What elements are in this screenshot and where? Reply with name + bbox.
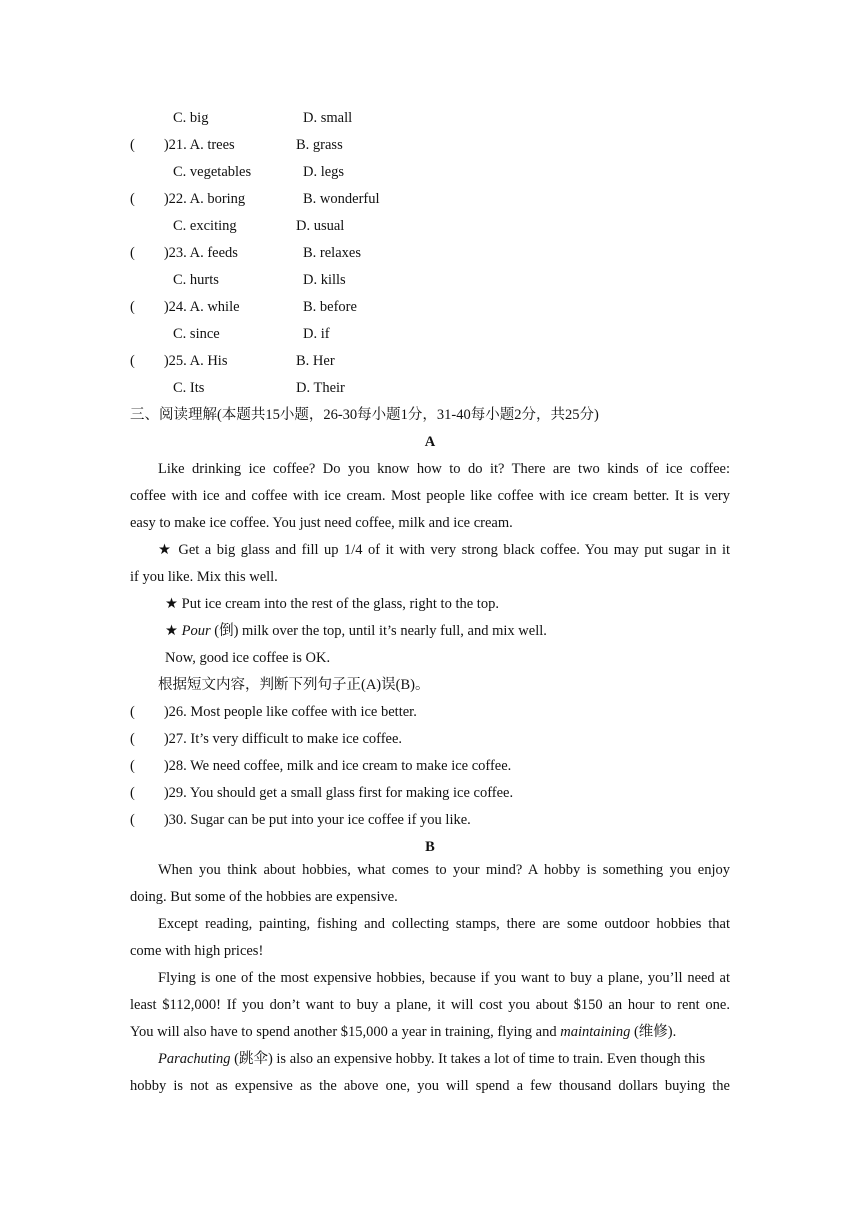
passage-a-label: A xyxy=(424,434,436,450)
p4-line1-text xyxy=(158,1049,705,1069)
q23-option-d: D. kills xyxy=(303,272,346,288)
passage-a-step1-line2: if you like. Mix this well. xyxy=(130,569,278,585)
passage-b-label: B xyxy=(425,839,435,855)
passage-a-p1-line2: coffee with ice and coffee with ice cream. Most people like coffee with ice cream better. It is very xyxy=(130,488,730,504)
passage-b-p2-line1: Except reading, painting, fishing and collecting stamps, there are some outdoor hobbies that xyxy=(158,916,730,932)
q26: ( )26. Most people like coffee with ice better. xyxy=(130,704,417,720)
step3-rest: (倒) milk over the top, until it’s nearly full, and mix well. xyxy=(210,623,547,639)
passage-b-p3-line2: least $112,000! If you don’t want to buy a plane, it will cost you about $150 an hour to rent one. xyxy=(130,997,730,1013)
q25-option-b: B. Her xyxy=(296,353,335,369)
glossed-word-parachuting: Parachuting xyxy=(158,1051,231,1067)
passage-b-p1-line1: When you think about hobbies, what comes to your mind? A hobby is something you enjoy xyxy=(158,862,730,878)
passage-b-p2-line2: come with high prices! xyxy=(130,943,264,959)
p4-line1-rest: (跳伞) is also an expensive hobby. It takes a lot of time to train. Even though this xyxy=(230,1051,706,1067)
q22-stem: ( )22. A. boring xyxy=(130,191,246,207)
glossed-word-maintaining: maintaining xyxy=(560,1024,631,1040)
p3-line3-end: (维修). xyxy=(630,1024,677,1040)
q24-option-c: C. since xyxy=(173,326,220,342)
q25-option-c: C. Its xyxy=(173,380,205,396)
glossed-word-pour: Pour xyxy=(181,623,211,639)
q25-stem: ( )25. A. His xyxy=(130,353,228,369)
q28: ( )28. We need coffee, milk and ice cream to make ice coffee. xyxy=(130,758,512,774)
star-bullet: ★ xyxy=(165,623,182,639)
q24-stem: ( )24. A. while xyxy=(130,299,240,315)
passage-a-p1-line1: Like drinking ice coffee? Do you know how to do it? There are two kinds of ice coffee: xyxy=(158,461,730,477)
q24-option-d: D. if xyxy=(303,326,330,342)
passage-a-ending: Now, good ice coffee is OK. xyxy=(165,650,331,666)
q20-option-d: D. small xyxy=(303,110,353,126)
passage-a-step1-line1: ★ Get a big glass and fill up 1/4 of it with very strong black coffee. You may put sugar in it xyxy=(158,542,730,558)
q27: ( )27. It’s very difficult to make ice coffee. xyxy=(130,731,403,747)
section-3-heading: 三、阅读理解(本题共15小题，26-30每小题1分，31-40每小题2分，共25分) xyxy=(130,407,599,423)
passage-a-instructions: 根据短文内容，判断下列句子正(A)误(B)。 xyxy=(158,677,430,693)
passage-b-p3-line3 xyxy=(130,1022,676,1042)
q24-option-b: B. before xyxy=(303,299,357,315)
q21-option-d: D. legs xyxy=(303,164,345,180)
passage-b-p4-line2: hobby is not as expensive as the above one, you will spend a few thousand dollars buying the xyxy=(130,1078,730,1094)
q23-option-b: B. relaxes xyxy=(303,245,361,261)
p3-line3-start: You will also have to spend another $15,000 a year in training, flying and xyxy=(130,1024,561,1040)
q20-option-c: C. big xyxy=(173,110,209,126)
q25-option-d: D. Their xyxy=(296,380,345,396)
q22-option-d: D. usual xyxy=(296,218,345,234)
q21-option-c: C. vegetables xyxy=(173,164,252,180)
passage-b-p4-line1 xyxy=(158,1049,730,1069)
passage-b-p3-line1: Flying is one of the most expensive hobbies, because if you want to buy a plane, you’ll need at xyxy=(158,970,730,986)
passage-b-p1-line2: doing. But some of the hobbies are expensive. xyxy=(130,889,398,905)
passage-a-step2: ★ Put ice cream into the rest of the glass, right to the top. xyxy=(165,596,499,612)
q23-option-c: C. hurts xyxy=(173,272,219,288)
q21-stem: ( )21. A. trees xyxy=(130,137,235,153)
q30: ( )30. Sugar can be put into your ice coffee if you like. xyxy=(130,812,471,828)
q29: ( )29. You should get a small glass first for making ice coffee. xyxy=(130,785,514,801)
passage-a-p1-line3: easy to make ice coffee. You just need coffee, milk and ice cream. xyxy=(130,515,513,531)
q22-option-b: B. wonderful xyxy=(303,191,380,207)
q23-stem: ( )23. A. feeds xyxy=(130,245,238,261)
q22-option-c: C. exciting xyxy=(173,218,237,234)
q21-option-b: B. grass xyxy=(296,137,343,153)
passage-a-step3 xyxy=(165,621,547,641)
